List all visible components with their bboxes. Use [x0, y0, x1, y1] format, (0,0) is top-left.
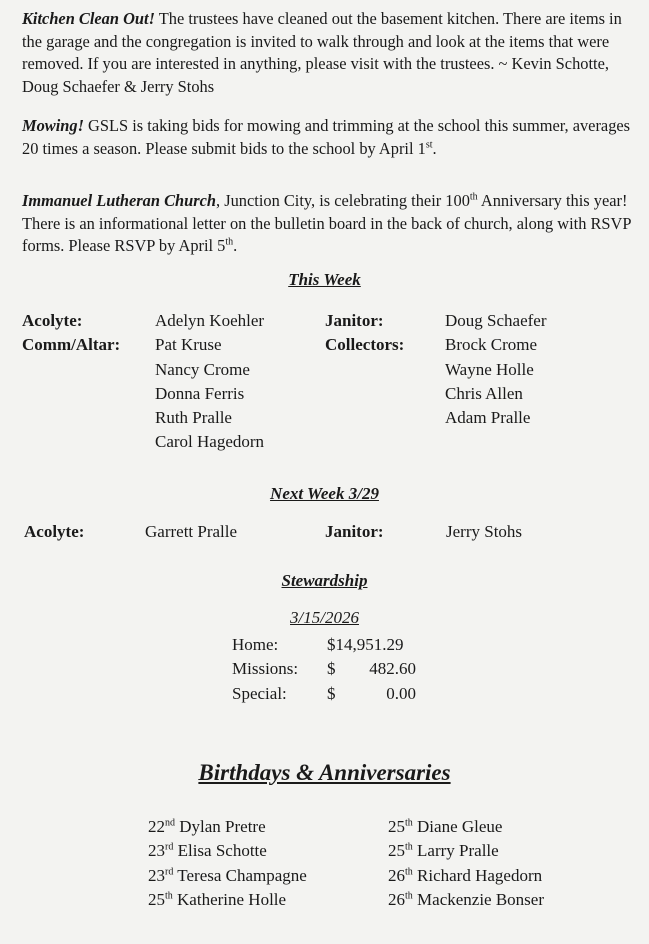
birthdays-left-list [148, 815, 307, 912]
announcement-lead: Mowing! [22, 116, 84, 135]
next-acolyte-name: Garrett Pralle [145, 522, 238, 541]
birthday-name: Katherine Holle [172, 889, 287, 909]
ordinal-suffix: th [405, 817, 413, 829]
home-amount: $14,951.29 [327, 635, 404, 654]
birthday-name: Elisa Schotte [173, 841, 267, 861]
comm-altar-name: Carol Hagedorn [155, 432, 265, 452]
janitor-name: Doug Schaefer [445, 311, 547, 330]
birthday-day: 23 [148, 841, 165, 861]
birthday-entry [388, 839, 544, 863]
announcement-lead: Kitchen Clean Out! [22, 9, 155, 28]
next-week-heading: Next Week 3/29 [270, 484, 379, 503]
announcement-text-end: . [233, 236, 238, 255]
birthday-day: 25 [388, 817, 405, 836]
comm-altar-name: Nancy Crome [155, 359, 250, 379]
announcement-text: The trustees have cleaned out the basement kitchen. There are items in the garage and the congregation is invited to walk through and look at the items that were removed. If you are interested in anything, please visit with the trustees. ~ Kevin Schotte, Doug Schaefer & Jerry Stohs [22, 9, 622, 96]
special-label: Special: [232, 684, 287, 703]
next-janitor-label: Janitor: [325, 522, 384, 541]
next-janitor-name: Jerry Stohs [446, 522, 523, 541]
ordinal-suffix: nd [165, 817, 175, 829]
ordinal-suffix: rd [165, 841, 174, 853]
this-week-heading: This Week [288, 270, 361, 289]
birthdays-right-list [388, 815, 544, 912]
birthday-entry [148, 888, 307, 912]
birthday-name: Teresa Champagne [173, 865, 307, 885]
birthdays-heading: Birthdays & Anniversaries [198, 760, 451, 785]
stewardship-row-home [232, 635, 278, 655]
announcement-text-end: . [432, 138, 437, 158]
birthday-day: 23 [148, 865, 165, 885]
announcement-text: GSLS is taking bids for mowing and trimming at the school this summer, averages 20 times a season. Please submit bids to the school by April 1 [22, 116, 631, 158]
this-week-left-names [155, 309, 264, 455]
announcement-lead: Immanuel Lutheran Church [22, 191, 217, 210]
acolyte-label: Acolyte: [22, 311, 83, 330]
birthday-entry [388, 888, 544, 912]
announcement-text-mid: Anniversary this year! There is an informational letter on the bulletin board in the back of church, along with RSVP forms. Please RSVP by April 5 [22, 191, 631, 255]
birthday-name: Mackenzie Bonser [412, 889, 545, 909]
birthday-day: 26 [388, 865, 405, 885]
birthday-day: 26 [388, 889, 405, 909]
missions-amount: 482.60 [369, 659, 416, 678]
birthday-entry [148, 839, 307, 863]
birthday-day: 22 [148, 817, 165, 836]
stewardship-date: 3/15/2026 [290, 608, 359, 627]
birthday-entry [388, 864, 544, 888]
ordinal-suffix: rd [165, 865, 174, 877]
comm-altar-name: Pat Kruse [155, 335, 222, 355]
ordinal-suffix: th [165, 890, 173, 902]
missions-currency: $ [327, 659, 336, 678]
ordinal-suffix: th [405, 890, 413, 902]
missions-label: Missions: [232, 659, 299, 678]
ordinal-suffix: th [405, 865, 413, 877]
acolyte-name: Adelyn Koehler [155, 311, 265, 330]
collectors-label: Collectors: [325, 335, 405, 354]
announcement-mowing [22, 115, 634, 160]
ordinal-suffix: th [469, 191, 478, 203]
birthday-name: Larry Pralle [412, 841, 499, 861]
ordinal-suffix: st [425, 139, 433, 151]
collector-name: Adam Pralle [445, 408, 531, 428]
comm-altar-name: Ruth Pralle [155, 408, 232, 428]
birthday-entry [148, 864, 307, 888]
birthday-name: Dylan Pretre [175, 817, 266, 836]
announcement-immanuel [22, 190, 634, 258]
announcement-text: , Junction City, is celebrating their 100 [216, 191, 470, 210]
birthday-name: Diane Gleue [412, 817, 503, 836]
birthday-entry [148, 815, 307, 839]
special-currency: $ [327, 684, 336, 703]
announcement-kitchen [22, 8, 634, 98]
ordinal-suffix: th [225, 236, 234, 248]
birthday-day: 25 [148, 889, 165, 909]
birthday-entry [388, 815, 544, 839]
collector-name: Brock Crome [445, 335, 538, 355]
collector-name: Wayne Holle [445, 359, 534, 379]
special-amount: 0.00 [386, 684, 416, 703]
janitor-label: Janitor: [325, 311, 384, 330]
home-label: Home: [232, 635, 279, 654]
stewardship-heading: Stewardship [281, 571, 368, 590]
collector-name: Chris Allen [445, 383, 523, 403]
ordinal-suffix: th [405, 841, 413, 853]
birthday-day: 25 [388, 841, 405, 861]
this-week-right-names [445, 309, 547, 430]
comm-altar-name: Donna Ferris [155, 383, 245, 403]
comm-altar-label: Comm/Altar: [22, 335, 121, 354]
next-acolyte-label: Acolyte: [24, 522, 85, 541]
birthday-name: Richard Hagedorn [412, 865, 543, 885]
